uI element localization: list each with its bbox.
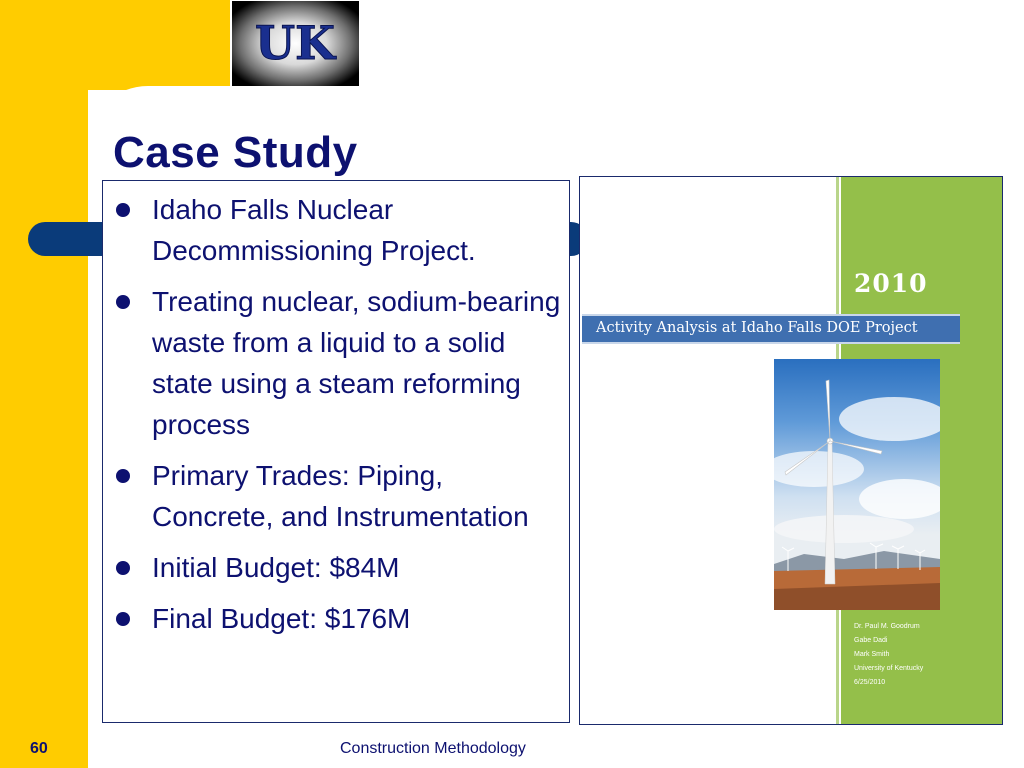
footer-text: Construction Methodology <box>340 740 526 757</box>
cover-author-line: Gabe Dadi <box>854 637 888 644</box>
svg-text:UK: UK <box>254 16 336 70</box>
cover-authors <box>854 620 923 690</box>
bullet-dot-icon <box>116 295 130 309</box>
top-yellow-band <box>0 0 230 90</box>
cover-title: Activity Analysis at Idaho Falls DOE Project <box>596 320 918 336</box>
bullet-item: Initial Budget: $84M <box>103 547 569 588</box>
bullet-dot-icon <box>116 561 130 575</box>
slide-number: 60 <box>30 740 48 757</box>
bullet-dot-icon <box>116 612 130 626</box>
uk-logo <box>232 1 359 86</box>
cover-title-banner <box>582 314 960 344</box>
bullet-list <box>103 189 569 649</box>
left-yellow-band <box>0 0 88 768</box>
report-cover-image <box>579 176 1003 725</box>
bullet-dot-icon <box>116 469 130 483</box>
cover-author-line: 6/25/2010 <box>854 679 886 686</box>
cover-author-line: University of Kentucky <box>854 665 924 672</box>
bullet-item: Primary Trades: Piping, Concrete, and Instrumentation <box>103 455 569 537</box>
bullet-item: Treating nuclear, sodium-bearing waste from a liquid to a solid state using a steam reforming process <box>103 281 569 445</box>
wind-turbine-photo <box>774 359 940 610</box>
bullet-dot-icon <box>116 203 130 217</box>
cover-author-line: Dr. Paul M. Goodrum <box>854 623 920 630</box>
cover-author-line: Mark Smith <box>854 651 890 658</box>
slide-title: Case Study <box>113 128 358 177</box>
cover-year: 2010 <box>854 269 928 298</box>
bullet-item: Final Budget: $176M <box>103 598 569 639</box>
bullet-list-box <box>102 180 570 723</box>
bullet-item: Idaho Falls Nuclear Decommissioning Project. <box>103 189 569 271</box>
